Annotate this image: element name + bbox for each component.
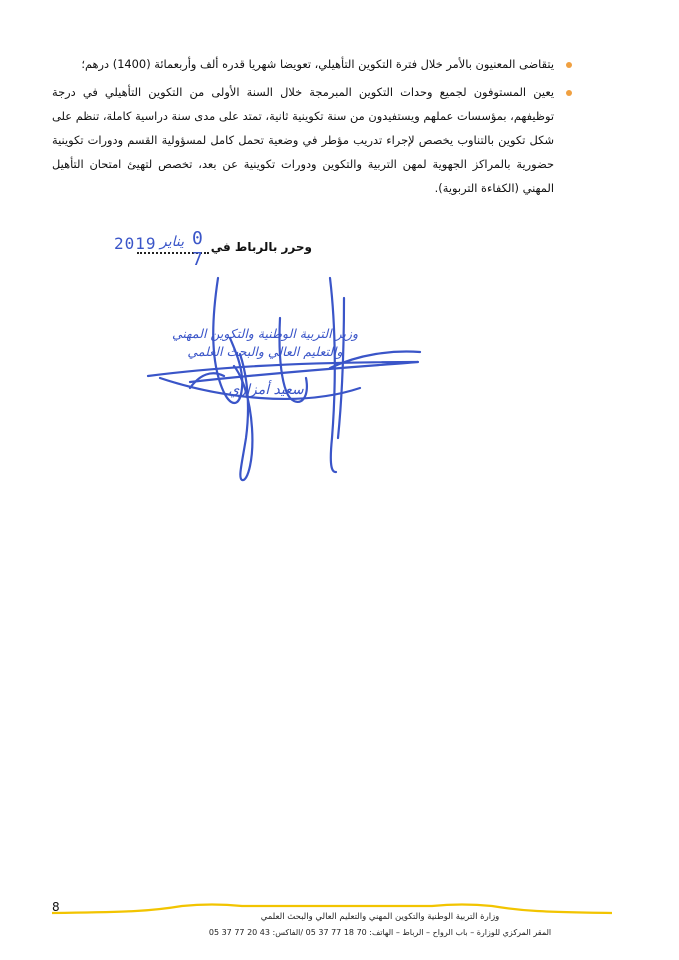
date-stamp (114, 228, 224, 270)
bullet-item-appointment (52, 80, 572, 200)
bullet-list (52, 52, 572, 204)
bullet-item-allowance (52, 52, 572, 76)
page-number: 8 (52, 900, 60, 914)
date-stamp-year: 2019 (114, 234, 157, 253)
bullet-dot-icon (566, 62, 572, 68)
stamp-title-line-2: والتعليم العالي والبحث العلمي (187, 344, 343, 359)
date-stamp-day: 0 7 (192, 228, 204, 270)
made-in-text: وحرر بالرباط في (210, 240, 312, 254)
bullet-text: يتقاضى المعنيون بالأمر خلال فترة التكوين التأهيلي، تعويضا شهريا قدره ألف وأربعمائة (1400) درهم؛ (81, 57, 554, 71)
date-stamp-month: يناير (160, 234, 185, 250)
stamp-title-line-1: وزير التربية الوطنية والتكوين المهني (171, 326, 359, 341)
bullet-dot-icon (566, 90, 572, 96)
stamp-signatory-name: سعيد أمزازي (228, 382, 304, 398)
bullet-text: يعين المستوفون لجميع وحدات التكوين المبرمجة خلال السنة الأولى من التكوين التأهيلي في درجة توظيفهم، بمؤسسات عملهم ويستفيدون من سنة تكوينية ثانية، تمتد على مدى سنة دراسية كاملة، تنظم على شكل تكوين بالتناوب يخصص لإجراء تدريب مؤطر في وضعية تحمل كامل لمسؤولية القسم ودورات تكوينية حضورية بالمراكز الجهوية لمهن التربية والتكوين ودورات تكوينية عن بعد، تخصص لتهيئ امتحان التأهيل المهني (الكفاءة التربوية). (52, 85, 554, 195)
footer-contact-info: المقر المركزي للوزارة – باب الرواح – الرباط – الهاتف: 70 18 77 37 05 /الفاكس: 43 20 77 37 05 (208, 928, 552, 937)
footer-ministry-name: وزارة التربية الوطنية والتكوين المهني والتعليم العالي والبحث العلمي (260, 912, 500, 922)
signature-icon (130, 258, 440, 498)
